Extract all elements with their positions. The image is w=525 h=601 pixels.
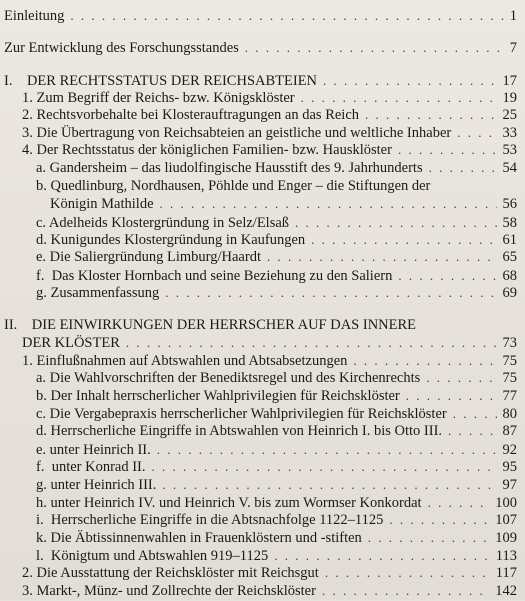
toc-entry-page: 25 xyxy=(502,107,517,123)
toc-entry-page: 87 xyxy=(502,423,517,439)
toc-entry xyxy=(0,194,525,214)
toc-entry-title: a. Die Wahlvorschriften der Benediktsregel und des Kirchenrechts xyxy=(36,370,421,386)
toc-entry xyxy=(0,528,525,548)
dot-leader xyxy=(245,38,504,58)
toc-entry xyxy=(0,6,525,26)
dot-leader xyxy=(162,475,496,495)
toc-entry-title: c. Adelheids Klostergründung in Selz/Elsaß xyxy=(36,215,290,231)
toc-entry-page: 107 xyxy=(495,512,517,528)
toc-entry-page: 97 xyxy=(502,477,517,493)
toc-entry xyxy=(0,475,525,495)
toc-entry-title: k. Die Äbtissinnenwahlen in Frauenklöstern und -stiften xyxy=(36,530,362,546)
dot-leader xyxy=(365,105,496,125)
toc-entry-page: 61 xyxy=(502,232,517,248)
toc-entry-page: 7 xyxy=(509,40,517,56)
dot-leader xyxy=(70,6,503,26)
dot-leader xyxy=(165,283,496,303)
toc-entry xyxy=(0,368,525,388)
toc-entry-page: 53 xyxy=(502,142,517,158)
toc-entry-title: 3. Markt-, Münz- und Zollrechte der Reichsklöster xyxy=(22,583,316,599)
toc-entry xyxy=(0,315,525,335)
dot-leader xyxy=(152,457,497,477)
toc-entry-title: DER KLÖSTER xyxy=(22,335,120,351)
dot-leader xyxy=(398,140,497,160)
toc-entry-title: d. Kunigundes Klostergründung in Kaufungen xyxy=(36,232,306,248)
toc-entry-title: II. DIE EINWIRKUNGEN DER HERRSCHER AUF DAS INNERE xyxy=(4,317,417,333)
toc-entry-title: i. Herrscherliche Eingriffe in die Abtsnachfolge 1122–1125 xyxy=(36,512,384,528)
toc-entry-title: f. Das Kloster Hornbach und seine Beziehung zu den Saliern xyxy=(36,268,393,284)
toc-entry-title: l. Königtum und Abtswahlen 919–1125 xyxy=(36,548,269,564)
toc-entry-title: 3. Die Übertragung von Reichsabteien an geistliche und weltliche Inhaber xyxy=(22,125,452,141)
toc-entry xyxy=(0,105,525,125)
toc-entry-page: 56 xyxy=(502,196,517,212)
toc-entry-title: Einleitung xyxy=(4,8,65,24)
toc-entry-page: 54 xyxy=(502,160,517,176)
toc-entry-page: 100 xyxy=(495,495,517,511)
toc-entry xyxy=(0,510,525,530)
toc-entry xyxy=(0,140,525,160)
dot-leader xyxy=(406,386,497,406)
toc-entry-page: 65 xyxy=(502,249,517,265)
toc-entry xyxy=(0,457,525,477)
toc-entry-title: h. unter Heinrich IV. und Heinrich V. bis zum Wormser Konkordat xyxy=(36,495,422,511)
toc-entry-title: I. DER RECHTSSTATUS DER REICHSABTEIEN xyxy=(4,73,318,89)
toc-entry xyxy=(0,421,525,441)
toc-entry-title: 1. Zum Begriff der Reichs- bzw. Königsklöster xyxy=(22,90,295,106)
toc-entry xyxy=(0,176,525,196)
toc-entry-page: 69 xyxy=(502,285,517,301)
toc-entry-page: 73 xyxy=(502,335,517,351)
dot-leader xyxy=(426,368,496,388)
toc-entry-title: a. Gandersheim – das liudolfingische Hausstift des 9. Jahrhunderts xyxy=(36,160,423,176)
toc-entry xyxy=(0,581,525,601)
toc-entry-page: 75 xyxy=(502,370,517,386)
toc-entry-title: 2. Die Ausstattung der Reichsklöster mit Reichsgut xyxy=(22,565,319,581)
toc-entry-page: 33 xyxy=(502,125,517,141)
toc-entry-title: e. unter Heinrich II. xyxy=(36,442,151,458)
toc-entry-title: g. Zusammenfassung xyxy=(36,285,160,301)
toc-entry-page: 95 xyxy=(502,459,517,475)
toc-entry-page: 142 xyxy=(495,583,517,599)
toc-entry-page: 17 xyxy=(502,73,517,89)
toc-entry-title: Königin Mathilde xyxy=(50,196,154,212)
toc-entry xyxy=(0,333,525,353)
toc-entry-page: 19 xyxy=(502,90,517,106)
dot-leader xyxy=(325,563,490,583)
toc-entry-page: 58 xyxy=(502,215,517,231)
toc-entry-title: e. Die Saliergründung Limburg/Haardt xyxy=(36,249,261,265)
dot-leader xyxy=(126,333,497,353)
toc-entry-title: g. unter Heinrich III. xyxy=(36,477,157,493)
toc-entry xyxy=(0,283,525,303)
dot-leader xyxy=(160,194,497,214)
dot-leader xyxy=(267,247,497,267)
toc-entry-page: 77 xyxy=(502,388,517,404)
toc-entry-title: f. unter Konrad II. xyxy=(36,459,146,475)
dot-leader xyxy=(448,421,496,441)
dot-leader xyxy=(389,510,489,530)
toc-entry-page: 113 xyxy=(495,548,517,564)
toc-entry xyxy=(0,563,525,583)
toc-entry-page: 92 xyxy=(502,442,517,458)
toc-entry-title: c. Die Vergabepraxis herrscherlicher Wahlprivilegien für Reichsklöster xyxy=(36,406,447,422)
toc-entry-title: 4. Der Rechtsstatus der königlichen Familien- bzw. Hausklöster xyxy=(22,142,392,158)
toc-entry-title: 2. Rechtsvorbehalte bei Klosterauftragungen an das Reich xyxy=(22,107,360,123)
dot-leader xyxy=(429,158,497,178)
toc-entry xyxy=(0,386,525,406)
toc-entry-title: 1. Einflußnahmen auf Abtswahlen und Abtsabsetzungen xyxy=(22,353,348,369)
toc-entry-page: 117 xyxy=(495,565,517,581)
toc-entry-title: Zur Entwicklung des Forschungsstandes xyxy=(4,40,239,56)
toc-entry xyxy=(0,38,525,58)
toc-entry-page: 1 xyxy=(509,8,517,24)
dot-leader xyxy=(322,581,489,601)
toc-entry xyxy=(0,158,525,178)
toc-entry-page: 68 xyxy=(502,268,517,284)
toc-entry xyxy=(0,247,525,267)
toc-entry-title: b. Quedlinburg, Nordhausen, Pöhlde und Enger – die Stiftungen der xyxy=(36,178,431,194)
toc-entry-page: 109 xyxy=(495,530,517,546)
dot-leader xyxy=(368,528,489,548)
toc-entry-title: b. Der Inhalt herrscherlicher Wahlprivilegien für Reichsklöster xyxy=(36,388,400,404)
toc-entry-page: 75 xyxy=(502,353,517,369)
toc-entry-title: d. Herrscherliche Eingriffe in Abtswahlen von Heinrich I. bis Otto III. xyxy=(36,423,443,439)
toc-entry-page: 80 xyxy=(502,406,517,422)
